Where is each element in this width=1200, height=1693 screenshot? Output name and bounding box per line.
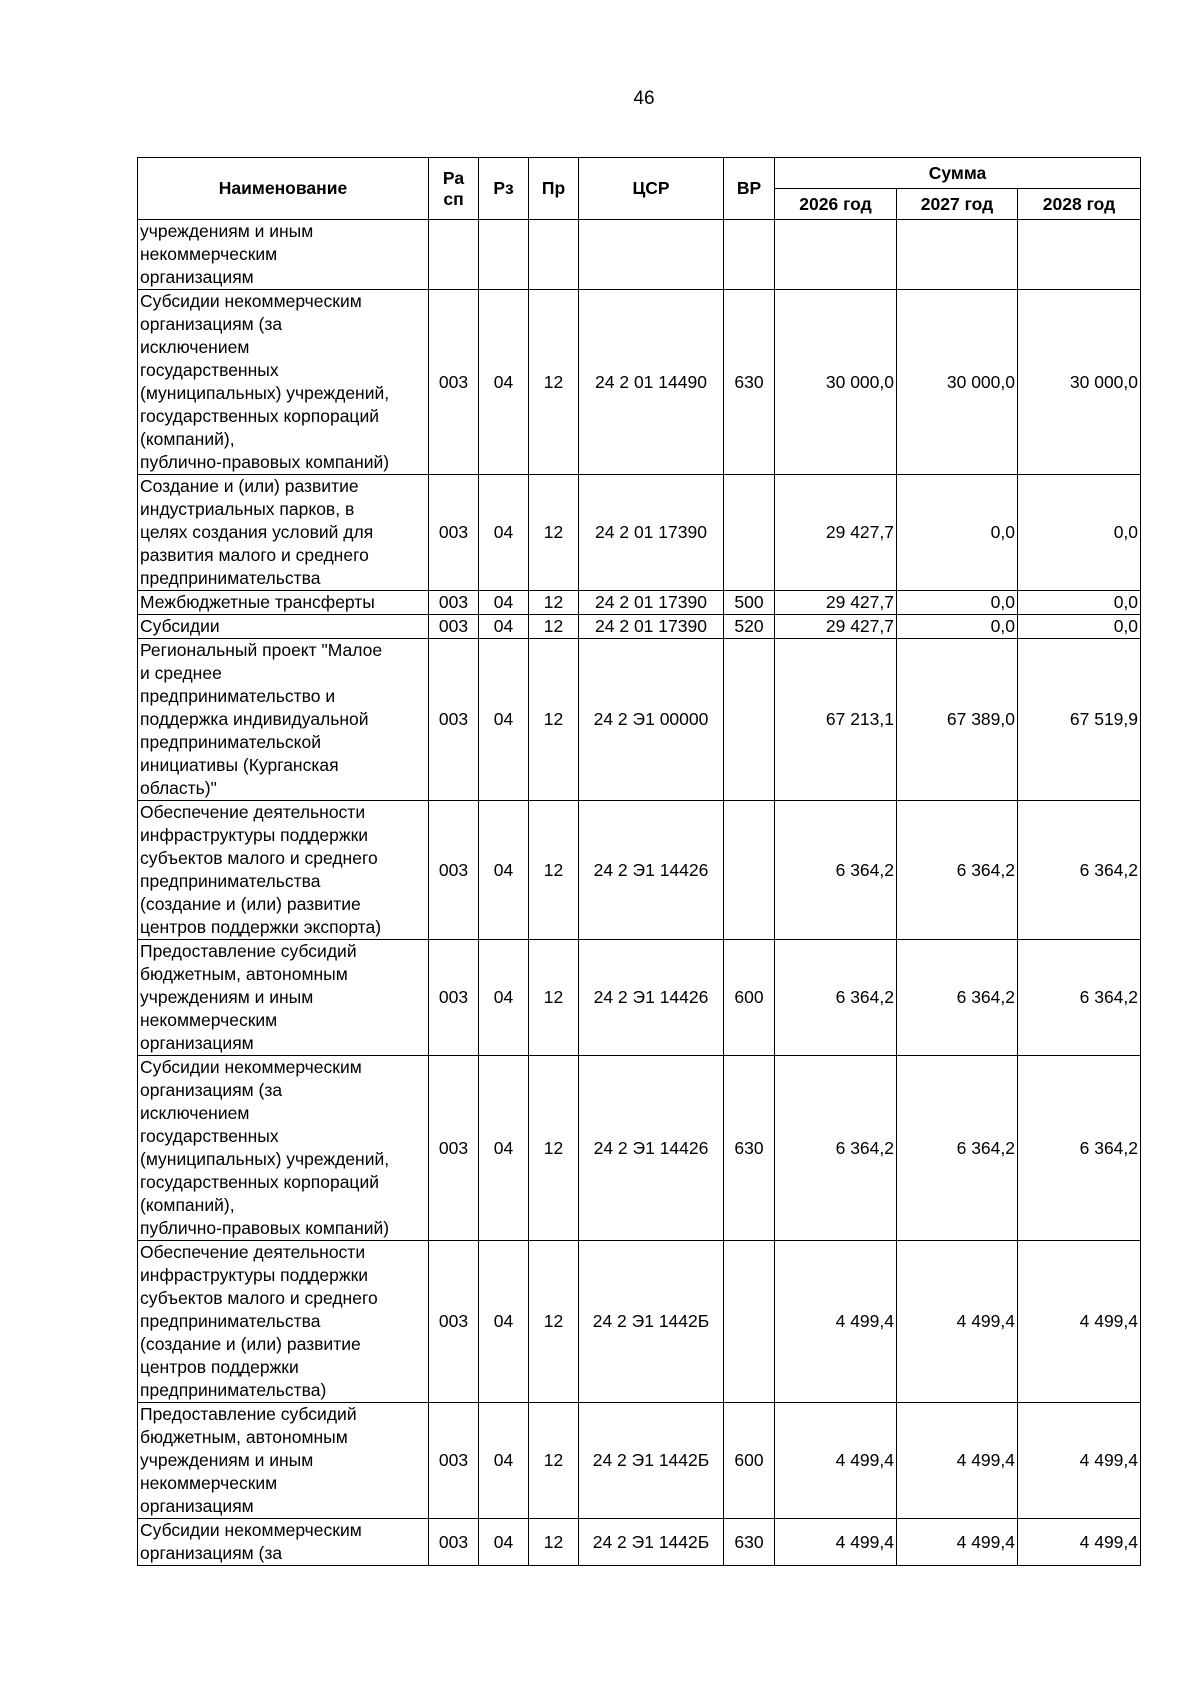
cell-csr: 24 2 01 14490 bbox=[579, 290, 724, 475]
name-line: (муниципальных) учреждений, bbox=[140, 383, 390, 403]
cell-pr: 12 bbox=[529, 290, 579, 475]
cell-name bbox=[138, 801, 429, 940]
cell-2028: 67 519,9 bbox=[1018, 639, 1141, 801]
header-rasp bbox=[429, 158, 479, 220]
cell-vr: 600 bbox=[724, 940, 775, 1056]
cell-2027: 0,0 bbox=[897, 615, 1018, 639]
cell-2028: 4 499,4 bbox=[1018, 1403, 1141, 1519]
name-line: организациям bbox=[140, 267, 254, 287]
name-line: (компаний), bbox=[140, 1195, 235, 1215]
name-line: государственных корпораций bbox=[140, 406, 380, 426]
cell-rz: 04 bbox=[479, 639, 529, 801]
name-line: государственных bbox=[140, 1126, 279, 1146]
cell-2027: 4 499,4 bbox=[897, 1241, 1018, 1403]
cell-csr: 24 2 01 17390 bbox=[579, 475, 724, 591]
header-rz: Рз bbox=[479, 158, 529, 220]
table-row bbox=[138, 1519, 1141, 1566]
cell-vr: 630 bbox=[724, 1056, 775, 1241]
name-line: целях создания условий для bbox=[140, 522, 374, 542]
cell-pr: 12 bbox=[529, 615, 579, 639]
cell-pr: 12 bbox=[529, 591, 579, 615]
table-row bbox=[138, 615, 1141, 639]
name-line: субъектов малого и среднего bbox=[140, 1288, 378, 1308]
cell-rasp: 003 bbox=[429, 591, 479, 615]
name-line: бюджетным, автономным bbox=[140, 1427, 348, 1447]
table-body bbox=[138, 220, 1141, 1566]
cell-rasp: 003 bbox=[429, 1519, 479, 1566]
header-2027: 2027 год bbox=[897, 189, 1018, 220]
cell-rz: 04 bbox=[479, 1241, 529, 1403]
cell-2028: 6 364,2 bbox=[1018, 940, 1141, 1056]
cell-vr bbox=[724, 475, 775, 591]
header-2026: 2026 год bbox=[775, 189, 897, 220]
cell-rasp: 003 bbox=[429, 1403, 479, 1519]
cell-2027: 67 389,0 bbox=[897, 639, 1018, 801]
cell-rz: 04 bbox=[479, 1519, 529, 1566]
cell-2026 bbox=[775, 220, 897, 290]
name-line: государственных корпораций bbox=[140, 1172, 380, 1192]
name-line: организациям (за bbox=[140, 314, 283, 334]
cell-rz: 04 bbox=[479, 1403, 529, 1519]
name-line: Предоставление субсидий bbox=[140, 941, 357, 961]
cell-rz: 04 bbox=[479, 615, 529, 639]
cell-pr: 12 bbox=[529, 475, 579, 591]
cell-rz: 04 bbox=[479, 1056, 529, 1241]
cell-2028: 30 000,0 bbox=[1018, 290, 1141, 475]
cell-rasp: 003 bbox=[429, 475, 479, 591]
cell-vr: 520 bbox=[724, 615, 775, 639]
cell-vr: 500 bbox=[724, 591, 775, 615]
name-line: организациям (за bbox=[140, 1080, 283, 1100]
name-line: (компаний), bbox=[140, 429, 235, 449]
cell-2028: 4 499,4 bbox=[1018, 1241, 1141, 1403]
cell-2028: 0,0 bbox=[1018, 615, 1141, 639]
cell-csr bbox=[579, 220, 724, 290]
cell-name bbox=[138, 615, 429, 639]
budget-table bbox=[137, 157, 1141, 1566]
name-line: Субсидии некоммерческим bbox=[140, 1057, 362, 1077]
cell-name bbox=[138, 1241, 429, 1403]
name-line: Субсидии некоммерческим bbox=[140, 1520, 362, 1540]
header-rasp-bottom: сп bbox=[443, 188, 464, 209]
cell-2026: 29 427,7 bbox=[775, 591, 897, 615]
cell-name bbox=[138, 591, 429, 615]
cell-2026: 6 364,2 bbox=[775, 1056, 897, 1241]
name-line: развития малого и среднего bbox=[140, 545, 369, 565]
cell-rasp: 003 bbox=[429, 639, 479, 801]
cell-name bbox=[138, 1056, 429, 1241]
name-line: (создание и (или) развитие bbox=[140, 894, 361, 914]
name-line: Межбюджетные трансферты bbox=[140, 592, 375, 612]
cell-2027: 6 364,2 bbox=[897, 940, 1018, 1056]
cell-name bbox=[138, 1519, 429, 1566]
page-number: 46 bbox=[633, 88, 655, 109]
cell-2028: 0,0 bbox=[1018, 475, 1141, 591]
cell-name bbox=[138, 290, 429, 475]
cell-rasp: 003 bbox=[429, 801, 479, 940]
name-line: бюджетным, автономным bbox=[140, 964, 348, 984]
name-line: субъектов малого и среднего bbox=[140, 848, 378, 868]
cell-csr: 24 2 Э1 1442Б bbox=[579, 1241, 724, 1403]
header-2028: 2028 год bbox=[1018, 189, 1141, 220]
header-pr: Пр bbox=[529, 158, 579, 220]
cell-2026: 29 427,7 bbox=[775, 615, 897, 639]
cell-2027 bbox=[897, 220, 1018, 290]
cell-2028 bbox=[1018, 220, 1141, 290]
table-row bbox=[138, 1403, 1141, 1519]
header-sum: Сумма bbox=[775, 158, 1141, 189]
name-line: государственных bbox=[140, 360, 279, 380]
cell-rz: 04 bbox=[479, 801, 529, 940]
cell-2026: 6 364,2 bbox=[775, 801, 897, 940]
cell-pr: 12 bbox=[529, 1241, 579, 1403]
name-line: некоммерческим bbox=[140, 1010, 278, 1030]
name-line: индустриальных парков, в bbox=[140, 499, 355, 519]
cell-name bbox=[138, 1403, 429, 1519]
name-line: инфраструктуры поддержки bbox=[140, 825, 368, 845]
cell-2026: 4 499,4 bbox=[775, 1519, 897, 1566]
header-csr: ЦСР bbox=[579, 158, 724, 220]
name-line: учреждениям и иным bbox=[140, 1450, 314, 1470]
cell-vr bbox=[724, 801, 775, 940]
name-line: инфраструктуры поддержки bbox=[140, 1265, 368, 1285]
name-line: учреждениям и иным bbox=[140, 987, 314, 1007]
name-line: некоммерческим bbox=[140, 244, 278, 264]
table-row bbox=[138, 639, 1141, 801]
table-row bbox=[138, 220, 1141, 290]
cell-rz: 04 bbox=[479, 940, 529, 1056]
cell-vr: 630 bbox=[724, 1519, 775, 1566]
name-line: (создание и (или) развитие bbox=[140, 1334, 361, 1354]
name-line: предпринимательства bbox=[140, 1311, 321, 1331]
cell-rasp bbox=[429, 220, 479, 290]
table-row bbox=[138, 290, 1141, 475]
name-line: публично-правовых компаний) bbox=[140, 1218, 390, 1238]
cell-vr bbox=[724, 220, 775, 290]
cell-pr bbox=[529, 220, 579, 290]
cell-pr: 12 bbox=[529, 1519, 579, 1566]
cell-name bbox=[138, 475, 429, 591]
cell-2027: 0,0 bbox=[897, 475, 1018, 591]
cell-2027: 4 499,4 bbox=[897, 1519, 1018, 1566]
name-line: и среднее bbox=[140, 663, 222, 683]
cell-vr bbox=[724, 1241, 775, 1403]
table-header bbox=[138, 158, 1141, 220]
cell-2026: 4 499,4 bbox=[775, 1403, 897, 1519]
cell-2026: 4 499,4 bbox=[775, 1241, 897, 1403]
cell-2026: 30 000,0 bbox=[775, 290, 897, 475]
cell-rz bbox=[479, 220, 529, 290]
cell-rz: 04 bbox=[479, 591, 529, 615]
name-line: предпринимательской bbox=[140, 732, 321, 752]
name-line: Субсидии некоммерческим bbox=[140, 291, 362, 311]
cell-pr: 12 bbox=[529, 639, 579, 801]
cell-pr: 12 bbox=[529, 940, 579, 1056]
name-line: инициативы (Курганская bbox=[140, 755, 339, 775]
cell-rasp: 003 bbox=[429, 1056, 479, 1241]
cell-2026: 67 213,1 bbox=[775, 639, 897, 801]
header-vr: ВР bbox=[724, 158, 775, 220]
cell-csr: 24 2 Э1 14426 bbox=[579, 940, 724, 1056]
cell-2028: 6 364,2 bbox=[1018, 801, 1141, 940]
table-row bbox=[138, 940, 1141, 1056]
name-line: центров поддержки bbox=[140, 1357, 299, 1377]
cell-2028: 0,0 bbox=[1018, 591, 1141, 615]
cell-rz: 04 bbox=[479, 475, 529, 591]
table-row bbox=[138, 1056, 1141, 1241]
name-line: организациям bbox=[140, 1496, 254, 1516]
table-row bbox=[138, 475, 1141, 591]
cell-2026: 6 364,2 bbox=[775, 940, 897, 1056]
table-row bbox=[138, 591, 1141, 615]
name-line: организациям (за bbox=[140, 1543, 283, 1563]
name-line: Обеспечение деятельности bbox=[140, 1242, 366, 1262]
cell-vr bbox=[724, 639, 775, 801]
name-line: Создание и (или) развитие bbox=[140, 476, 359, 496]
name-line: поддержка индивидуальной bbox=[140, 709, 369, 729]
name-line: предпринимательства bbox=[140, 568, 321, 588]
name-line: Обеспечение деятельности bbox=[140, 802, 366, 822]
cell-vr: 600 bbox=[724, 1403, 775, 1519]
cell-pr: 12 bbox=[529, 801, 579, 940]
header-rasp-top: Ра bbox=[442, 167, 465, 188]
name-line: область)" bbox=[140, 778, 217, 798]
table-row bbox=[138, 1241, 1141, 1403]
cell-2027: 0,0 bbox=[897, 591, 1018, 615]
name-line: исключением bbox=[140, 337, 250, 357]
cell-pr: 12 bbox=[529, 1403, 579, 1519]
cell-rasp: 003 bbox=[429, 290, 479, 475]
name-line: Региональный проект "Малое bbox=[140, 640, 383, 660]
name-line: предпринимательства) bbox=[140, 1380, 327, 1400]
name-line: некоммерческим bbox=[140, 1473, 278, 1493]
name-line: Предоставление субсидий bbox=[140, 1404, 357, 1424]
cell-2028: 6 364,2 bbox=[1018, 1056, 1141, 1241]
cell-rasp: 003 bbox=[429, 1241, 479, 1403]
cell-name bbox=[138, 639, 429, 801]
name-line: (муниципальных) учреждений, bbox=[140, 1149, 390, 1169]
cell-csr: 24 2 01 17390 bbox=[579, 615, 724, 639]
cell-2026: 29 427,7 bbox=[775, 475, 897, 591]
cell-name bbox=[138, 220, 429, 290]
cell-csr: 24 2 Э1 1442Б bbox=[579, 1403, 724, 1519]
cell-csr: 24 2 Э1 00000 bbox=[579, 639, 724, 801]
name-line: центров поддержки экспорта) bbox=[140, 917, 382, 937]
name-line: Субсидии bbox=[140, 616, 220, 636]
name-line: публично-правовых компаний) bbox=[140, 452, 390, 472]
cell-2028: 4 499,4 bbox=[1018, 1519, 1141, 1566]
cell-2027: 30 000,0 bbox=[897, 290, 1018, 475]
cell-vr: 630 bbox=[724, 290, 775, 475]
cell-2027: 6 364,2 bbox=[897, 801, 1018, 940]
name-line: предпринимательства bbox=[140, 871, 321, 891]
cell-csr: 24 2 Э1 1442Б bbox=[579, 1519, 724, 1566]
name-line: предпринимательство и bbox=[140, 686, 336, 706]
cell-2027: 6 364,2 bbox=[897, 1056, 1018, 1241]
cell-2027: 4 499,4 bbox=[897, 1403, 1018, 1519]
name-line: исключением bbox=[140, 1103, 250, 1123]
cell-csr: 24 2 Э1 14426 bbox=[579, 1056, 724, 1241]
cell-name bbox=[138, 940, 429, 1056]
name-line: организациям bbox=[140, 1033, 254, 1053]
cell-rz: 04 bbox=[479, 290, 529, 475]
cell-csr: 24 2 Э1 14426 bbox=[579, 801, 724, 940]
cell-rasp: 003 bbox=[429, 615, 479, 639]
table-row bbox=[138, 801, 1141, 940]
name-line: учреждениям и иным bbox=[140, 221, 314, 241]
header-name: Наименование bbox=[138, 158, 429, 220]
cell-csr: 24 2 01 17390 bbox=[579, 591, 724, 615]
cell-pr: 12 bbox=[529, 1056, 579, 1241]
cell-rasp: 003 bbox=[429, 940, 479, 1056]
